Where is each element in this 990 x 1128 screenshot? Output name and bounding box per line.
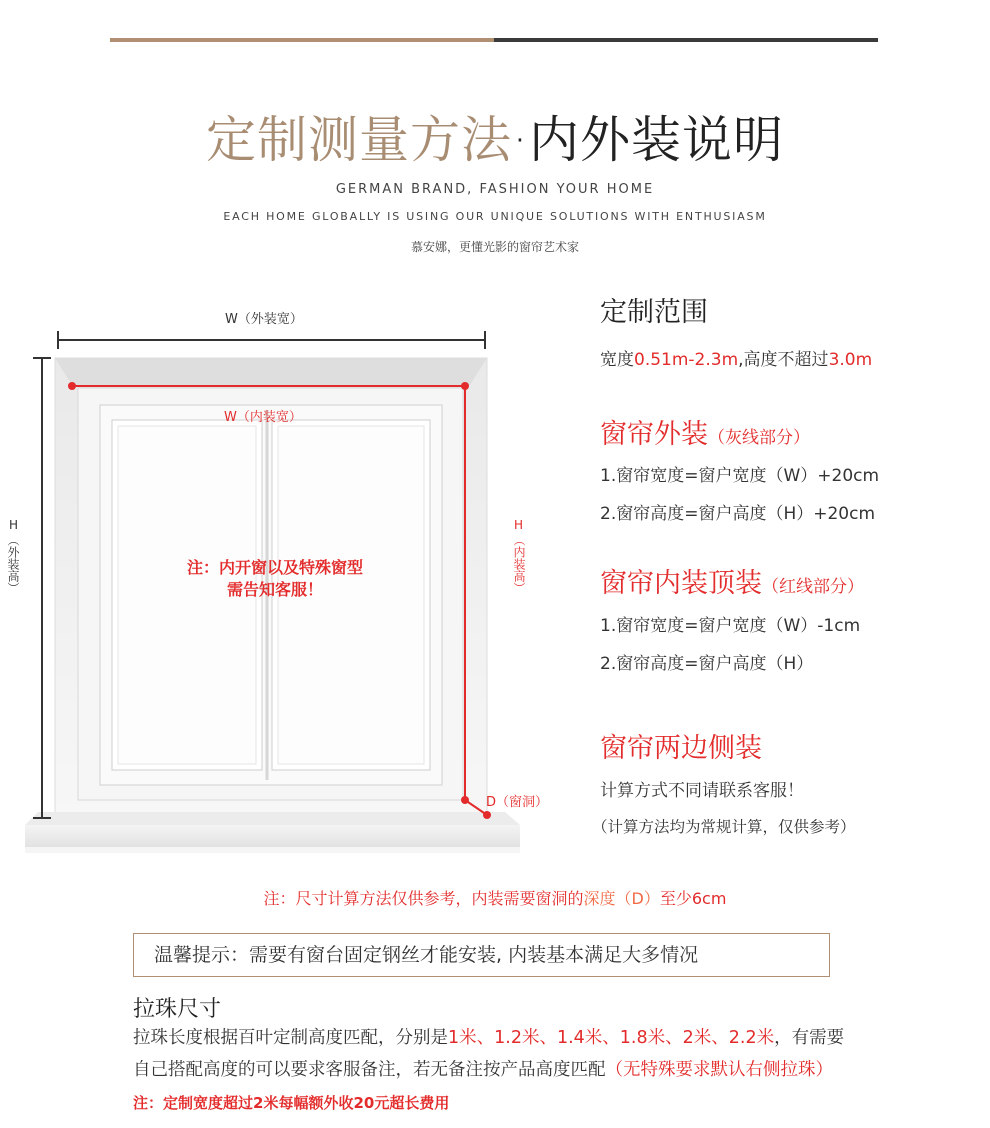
inner-width-label: W（内装宽） xyxy=(224,410,302,425)
inner-title-text: 窗帘内装顶装 xyxy=(600,568,762,599)
outer-formula-2: 2.窗帘高度=窗户高度（H）+20cm xyxy=(600,504,876,524)
inner-formula-1: 1.窗帘宽度=窗户宽度（W）-1cm xyxy=(600,616,861,636)
bead-line-1-sizes: 1米、1.2米、1.4米、1.8米、2米、2.2米 xyxy=(448,1028,775,1048)
bead-line-1 xyxy=(133,1024,844,1049)
tip-box xyxy=(133,933,830,977)
bead-line-2-a: 自己搭配高度的可以要求客服备注，若无备注按产品高度匹配 xyxy=(133,1060,606,1080)
range-text xyxy=(600,345,872,370)
range-width-value: 0.51m-2.3m xyxy=(634,350,739,370)
window-sill-front xyxy=(25,825,520,847)
inner-height-letter: H xyxy=(514,518,524,532)
outer-height-letter: H xyxy=(9,518,19,532)
subtitle-brand: GERMAN BRAND, FASHION YOUR HOME xyxy=(335,182,655,197)
window-sill xyxy=(25,812,520,825)
depth-note-part1: 注：尺寸计算方法仅供参考，内装需要窗洞的 xyxy=(263,889,584,908)
depth-note-part2: 深度（D） xyxy=(583,889,660,908)
depth-note xyxy=(0,886,990,909)
outer-title xyxy=(600,412,810,451)
tip-text: 需要有窗台固定钢丝才能安装, 内装基本满足大多情况 xyxy=(249,944,699,966)
range-height-label: ,高度不超过 xyxy=(738,350,829,370)
outer-width-label: W（外装宽） xyxy=(225,312,303,327)
side-title: 窗帘两边侧装 xyxy=(600,733,762,764)
bead-title: 拉珠尺寸 xyxy=(133,997,222,1022)
inner-title xyxy=(600,561,864,600)
inner-height-label: （内装高） xyxy=(512,534,526,594)
side-text-1: 计算方式不同请联系客服！ xyxy=(600,781,804,801)
bead-line-2 xyxy=(133,1056,833,1081)
top-rule-left xyxy=(110,38,494,42)
subtitle-chinese: 慕安娜，更懂光影的窗帘艺术家 xyxy=(410,240,579,254)
top-rule-right xyxy=(494,38,878,42)
window-note-line1: 注：内开窗以及特殊窗型 xyxy=(186,558,363,577)
title-part2: 内外装说明 xyxy=(528,111,784,169)
recess-top-shadow xyxy=(55,358,487,385)
inner-formula-2: 2.窗帘高度=窗户高度（H） xyxy=(600,654,814,674)
page-title xyxy=(0,100,990,172)
subtitle-slogan: EACH HOME GLOBALLY IS USING OUR UNIQUE SOLUTIONS WITH ENTHUSIASM xyxy=(223,210,767,223)
outer-title-text: 窗帘外装 xyxy=(600,419,708,450)
outer-height-label: （外装高） xyxy=(6,534,20,594)
range-height-value: 3.0m xyxy=(828,350,873,370)
outer-formula-1: 1.窗帘宽度=窗户宽度（W）+20cm xyxy=(600,466,880,486)
tip-label: 温馨提示： xyxy=(154,944,250,966)
range-width-label: 宽度 xyxy=(600,350,634,370)
outer-title-sub: （灰线部分） xyxy=(708,428,810,448)
range-title: 定制范围 xyxy=(600,297,708,328)
bead-line-2-b: （无特殊要求默认右侧拉珠） xyxy=(605,1060,833,1080)
window-note xyxy=(150,557,400,601)
side-text-2: （计算方法均为常规计算，仅供参考） xyxy=(592,818,856,836)
title-part1: 定制测量方法 xyxy=(206,111,513,169)
title-separator: · xyxy=(512,111,529,169)
bead-line-1-c: ，有需要 xyxy=(774,1028,845,1048)
bead-line-1-a: 拉珠长度根据百叶定制高度匹配，分别是 xyxy=(133,1028,448,1048)
inner-title-sub: （红线部分） xyxy=(762,577,864,597)
depth-note-part3: 至少6cm xyxy=(659,889,727,908)
bead-note: 注：定制宽度超过2米每幅额外收20元超长费用 xyxy=(133,1094,450,1112)
depth-label: D（窗洞） xyxy=(486,795,549,810)
window-note-line2: 需告知客服！ xyxy=(226,580,323,599)
